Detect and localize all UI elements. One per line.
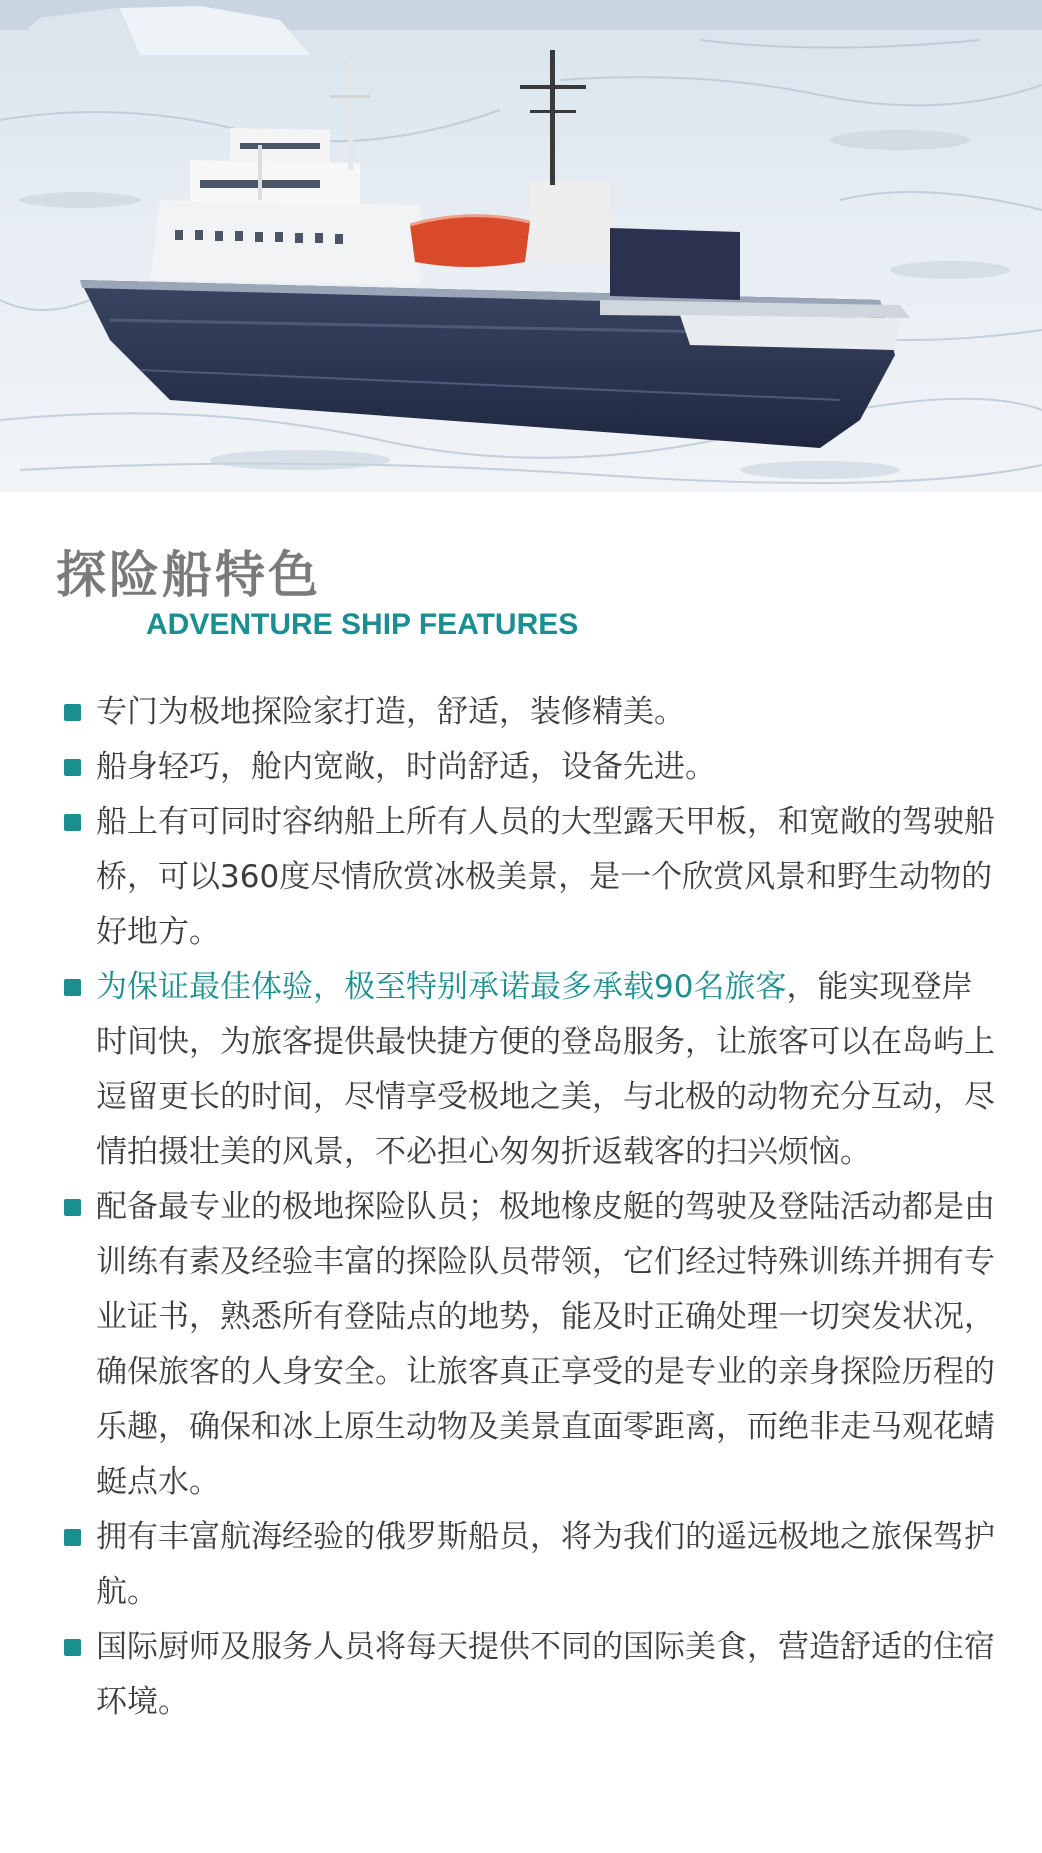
feature-list	[60, 685, 995, 1730]
square-bullet-icon	[64, 1199, 81, 1216]
feature-item	[60, 1620, 995, 1730]
feature-item	[60, 1510, 995, 1620]
square-bullet-icon	[64, 759, 81, 776]
feature-item	[60, 685, 995, 740]
feature-text: ，能实现登岸时间快，为旅客提供最快捷方便的登岛服务，让旅客可以在岛屿上逗留更长的时间，尽情享受极地之美，与北极的动物充分互动，尽情拍摄壮美的风景，不必担心匆匆折返载客的扫兴烦恼。	[96, 969, 995, 1170]
section-title-en: ADVENTURE SHIP FEATURES	[146, 608, 579, 641]
feature-item	[60, 740, 995, 795]
feature-highlight: 为保证最佳体验，极至特别承诺最多承载90名旅客	[96, 969, 787, 1005]
square-bullet-icon	[64, 704, 81, 721]
feature-text: 船身轻巧，舱内宽敞，时尚舒适，设备先进。	[96, 749, 716, 785]
square-bullet-icon	[64, 1529, 81, 1546]
square-bullet-icon	[64, 814, 81, 831]
feature-text: 配备最专业的极地探险队员；极地橡皮艇的驾驶及登陆活动都是由训练有素及经验丰富的探险队员带领，它们经过特殊训练并拥有专业证书，熟悉所有登陆点的地势，能及时正确处理一切突发状况，确保旅客的人身安全。让旅客真正享受的是专业的亲身探险历程的乐趣，确保和冰上原生动物及美景直面零距离，而绝非走马观花蜻蜓点水。	[96, 1189, 995, 1500]
feature-item	[60, 795, 995, 960]
square-bullet-icon	[64, 979, 81, 996]
icebreaker-ship-photo	[0, 0, 1042, 492]
feature-text: 专门为极地探险家打造，舒适，装修精美。	[96, 694, 685, 730]
feature-item	[60, 1180, 995, 1510]
feature-text: 国际厨师及服务人员将每天提供不同的国际美食，营造舒适的住宿环境。	[96, 1629, 995, 1720]
square-bullet-icon	[64, 1639, 81, 1656]
feature-text: 船上有可同时容纳船上所有人员的大型露天甲板，和宽敞的驾驶船桥，可以360度尽情欣赏冰极美景，是一个欣赏风景和野生动物的好地方。	[96, 804, 995, 950]
feature-text: 拥有丰富航海经验的俄罗斯船员，将为我们的遥远极地之旅保驾护航。	[96, 1519, 995, 1610]
section-title-zh: 探险船特色	[56, 546, 321, 604]
feature-item	[60, 960, 995, 1180]
